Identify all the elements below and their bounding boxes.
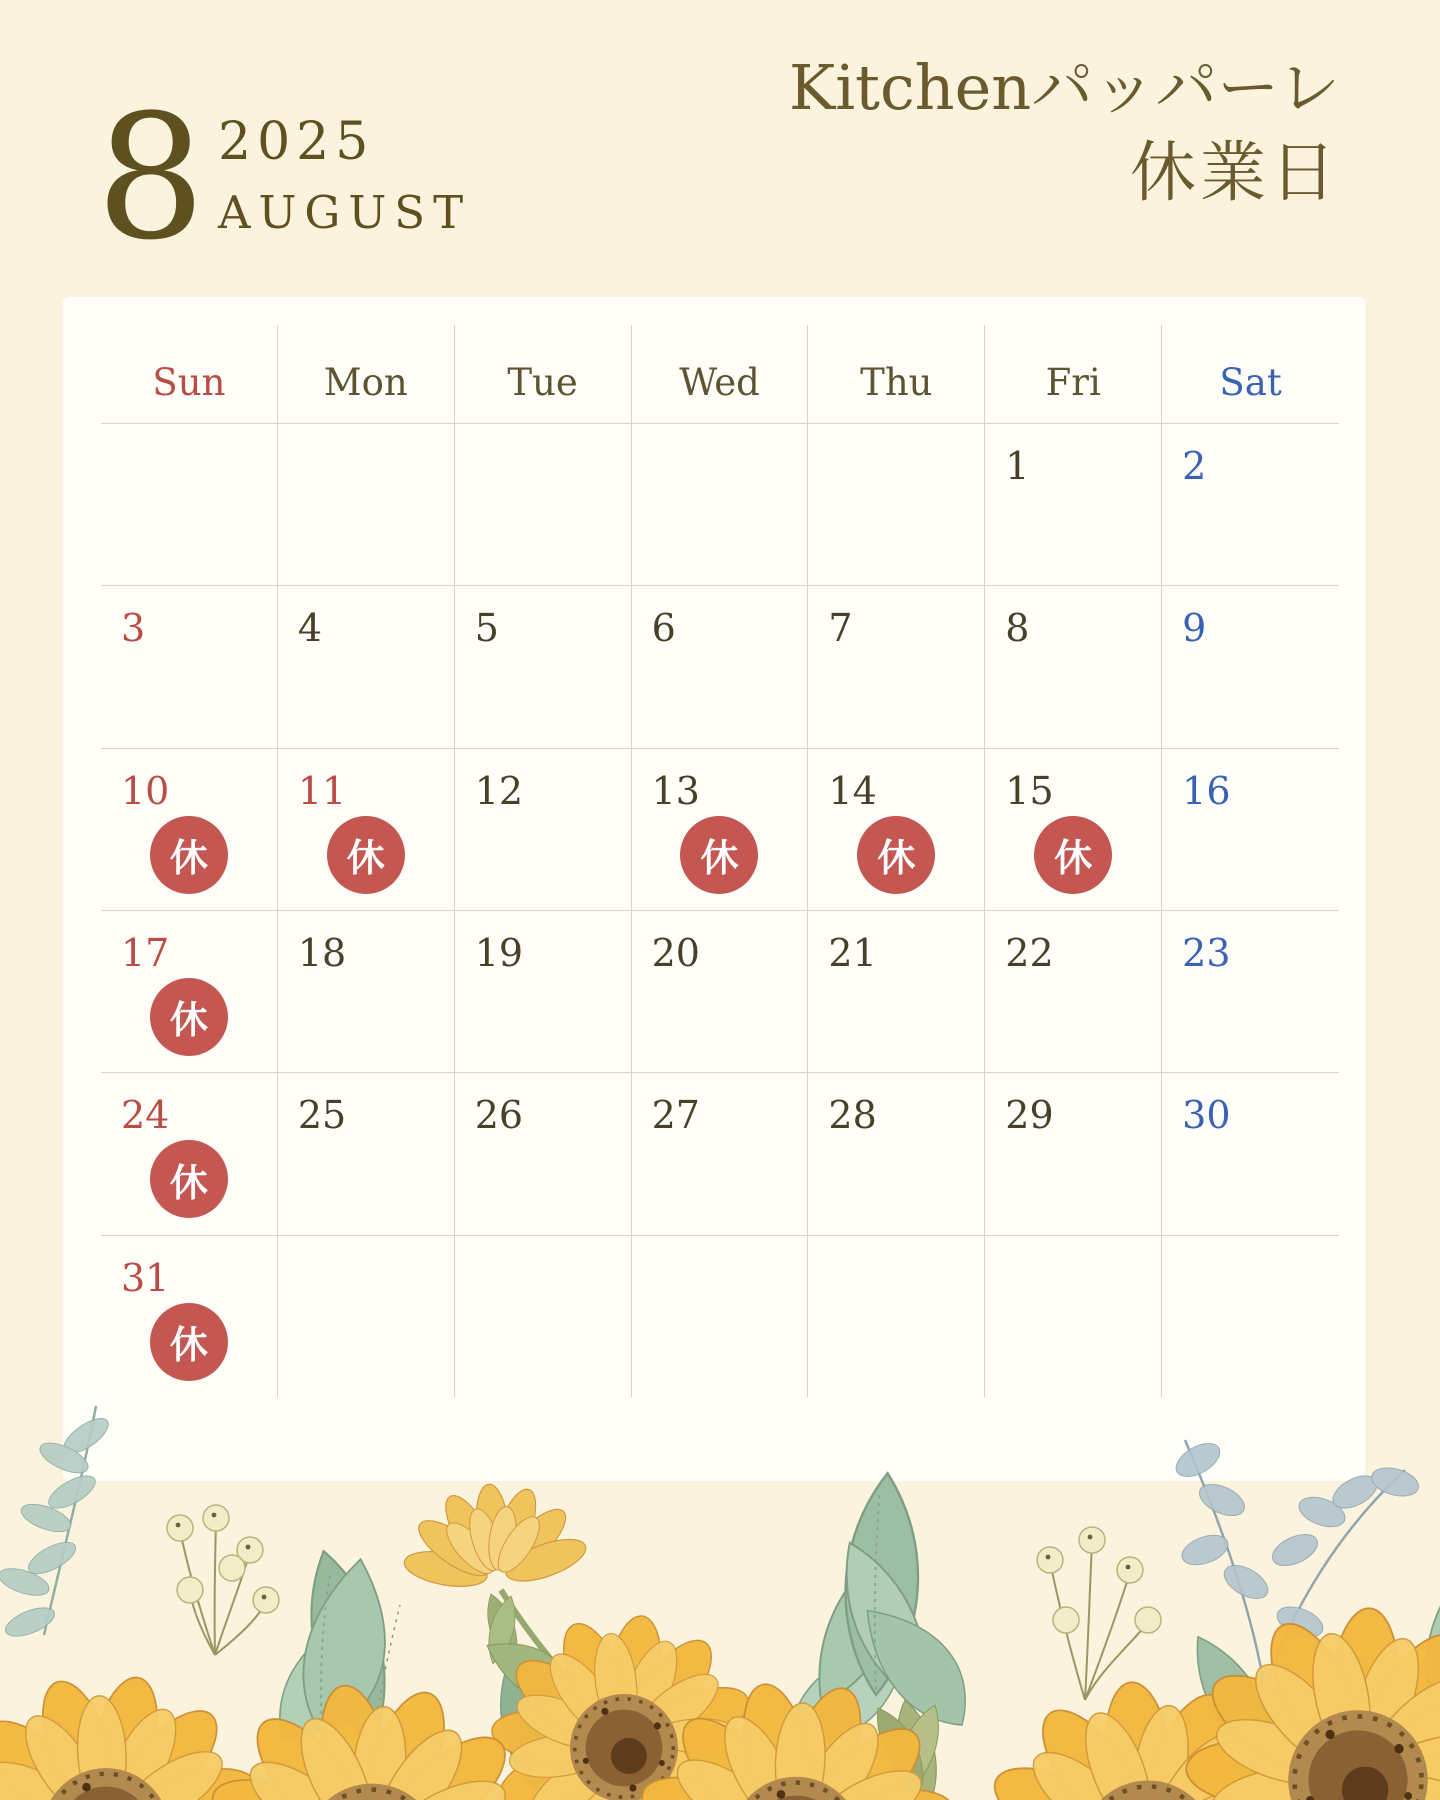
year-month-block	[218, 112, 472, 239]
calendar-cell	[985, 1235, 1162, 1397]
date-label: 1	[1005, 444, 1030, 488]
weekday-fri: Fri	[985, 325, 1162, 423]
calendar-cell	[455, 585, 632, 747]
date-label: 3	[121, 606, 146, 651]
calendar-cell	[985, 423, 1162, 585]
calendar-cell	[808, 1072, 985, 1234]
sunflower-far-left	[0, 1645, 293, 1800]
calendar-cell	[632, 585, 809, 747]
title-block	[789, 52, 1340, 210]
date-label: 20	[651, 930, 700, 975]
calendar-cell	[1162, 423, 1339, 585]
calendar-cell	[101, 1235, 278, 1397]
calendar-cell	[1162, 1072, 1339, 1234]
calendar-cell	[455, 910, 632, 1072]
calendar-cell	[101, 748, 278, 910]
weekday-sun: Sun	[101, 325, 278, 423]
calendar-cell	[101, 585, 278, 747]
month-name-label: AUGUST	[218, 186, 472, 239]
closed-badge: 休	[150, 978, 228, 1056]
berry-sprig-right	[1037, 1527, 1161, 1700]
calendar-cell	[278, 1072, 455, 1234]
calendar-grid-body	[101, 423, 1339, 1397]
calendar-cell	[632, 1072, 809, 1234]
eucalyptus-branch-left	[0, 1406, 114, 1642]
calendar-cell	[455, 1072, 632, 1234]
date-label: 11	[297, 768, 347, 813]
calendar-cell	[1162, 910, 1339, 1072]
calendar-cell	[278, 585, 455, 747]
calendar-cell	[278, 910, 455, 1072]
calendar-cell	[632, 1235, 809, 1397]
date-label: 9	[1182, 606, 1207, 651]
calendar-cell	[808, 585, 985, 747]
calendar-cell	[632, 423, 809, 585]
sunflower-illustration	[0, 1400, 1440, 1800]
closed-badge: 休	[150, 1140, 228, 1218]
calendar-cell	[808, 423, 985, 585]
date-label: 28	[828, 1093, 877, 1138]
date-label: 15	[1005, 768, 1054, 813]
calendar-cell	[985, 1072, 1162, 1234]
year-label: 2025	[218, 112, 375, 172]
closed-badge: 休	[1034, 816, 1112, 894]
calendar-cell	[1162, 748, 1339, 910]
calendar-cell	[455, 748, 632, 910]
date-label: 30	[1182, 1093, 1231, 1138]
date-label: 10	[121, 768, 170, 813]
calendar-cell	[985, 585, 1162, 747]
date-label: 2	[1182, 444, 1207, 488]
weekday-row	[101, 325, 1339, 423]
closed-days-title: 休業日	[1130, 134, 1340, 212]
date-label: 21	[828, 930, 877, 975]
date-label: 24	[121, 1093, 170, 1138]
calendar-cell	[278, 423, 455, 585]
date-label: 5	[474, 606, 499, 651]
date-label: 22	[1005, 930, 1054, 975]
date-label: 27	[651, 1093, 700, 1138]
calendar-cell	[985, 748, 1162, 910]
calendar-cell	[808, 748, 985, 910]
closed-badge: 休	[327, 816, 405, 894]
closed-badge: 休	[150, 1303, 228, 1381]
closed-badge: 休	[857, 816, 935, 894]
month-number: 8	[96, 77, 206, 278]
date-label: 7	[828, 606, 853, 651]
date-label: 29	[1005, 1093, 1054, 1138]
calendar-card	[63, 297, 1365, 1481]
calendar-cell	[455, 1235, 632, 1397]
calendar-cell	[808, 910, 985, 1072]
date-label: 14	[828, 768, 877, 813]
date-label: 18	[297, 930, 347, 975]
date-label: 19	[474, 930, 524, 975]
calendar-cell	[985, 910, 1162, 1072]
calendar-cell	[101, 1072, 278, 1234]
date-label: 8	[1005, 606, 1030, 651]
calendar-cell	[632, 910, 809, 1072]
calendar-cell	[808, 1235, 985, 1397]
date-label: 17	[121, 930, 170, 975]
weekday-wed: Wed	[632, 325, 809, 423]
weekday-thu: Thu	[808, 325, 985, 423]
calendar-cell	[632, 748, 809, 910]
date-label: 31	[121, 1255, 170, 1300]
calendar-cell	[455, 423, 632, 585]
date-label: 4	[297, 606, 323, 651]
weekday-tue: Tue	[455, 325, 632, 423]
date-label: 13	[651, 768, 700, 813]
date-label: 25	[297, 1093, 347, 1138]
date-label: 12	[474, 768, 524, 813]
calendar-cell	[101, 910, 278, 1072]
date-label: 26	[474, 1093, 524, 1138]
date-label: 23	[1182, 930, 1231, 975]
closed-badge: 休	[150, 816, 228, 894]
date-label: 6	[651, 606, 676, 651]
weekday-sat: Sat	[1219, 360, 1282, 404]
calendar-grid	[101, 325, 1339, 1397]
calendar-cell	[278, 1235, 455, 1397]
weekday-mon: Mon	[278, 325, 455, 423]
calendar-cell	[278, 748, 455, 910]
calendar-cell	[1162, 1235, 1339, 1397]
shop-name: Kitchenパッパーレ	[788, 51, 1340, 124]
calendar-cell	[101, 423, 278, 585]
closed-badge: 休	[680, 816, 758, 894]
berry-sprig-left	[167, 1505, 279, 1655]
calendar-cell	[1162, 585, 1339, 747]
date-label: 16	[1182, 768, 1231, 813]
